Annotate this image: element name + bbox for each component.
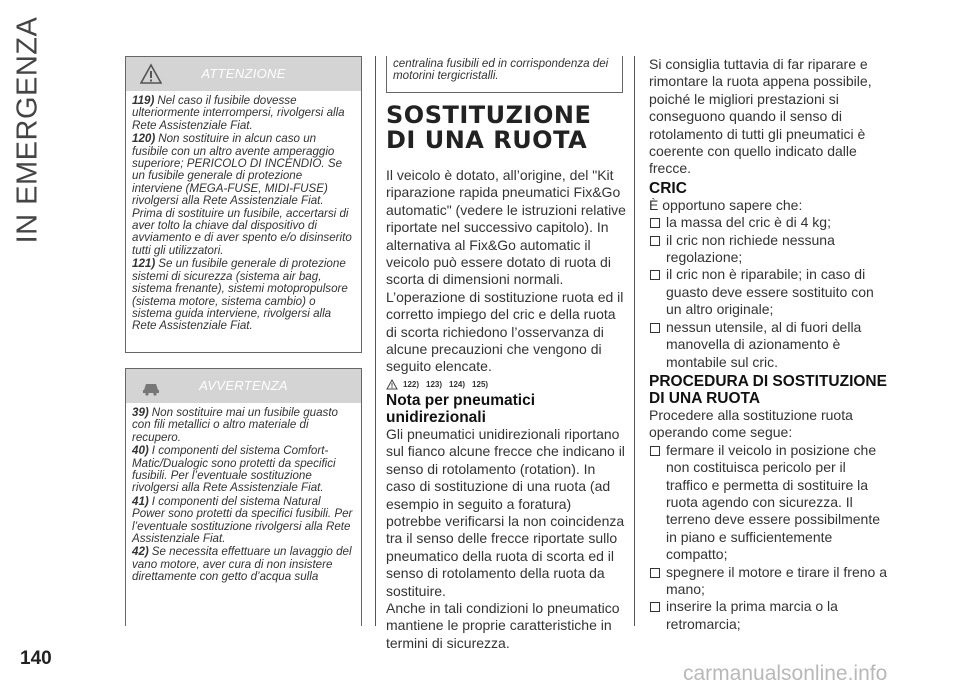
procedure-column bbox=[649, 56, 889, 633]
bullet-item: il cric non è riparabile; in caso di guasto deve essere sostituito con un altro originale; bbox=[649, 266, 889, 318]
paragraph: L’operazione di sostituzione ruota ed il corretto impiego del cric e della ruota di scorta richiedono l’osservanza di alcune precauzioni che vengono di seguito elencate. bbox=[386, 288, 624, 375]
chapter-title: IN EMERGENZA bbox=[11, 16, 44, 244]
paragraph: È opportuno sapere che: bbox=[649, 196, 803, 213]
checkbox-bullet-icon bbox=[650, 270, 660, 280]
watermark: carmanualsonline.info bbox=[683, 662, 888, 685]
warning-header bbox=[126, 369, 361, 403]
warning-box bbox=[125, 368, 362, 626]
paragraph: Procedere alla sostituzione ruota operando come segue: bbox=[649, 406, 853, 441]
attention-title: ATTENZIONE bbox=[201, 66, 286, 81]
reference-list bbox=[386, 378, 626, 392]
warning-title: AVVERTENZA bbox=[199, 378, 288, 393]
warning-item: 41) I componenti del sistema Natural Power sono protetti da specifici fusibili. Per l’eventuale sostituzione rivolgersi alla Rete Assistenziale Fiat. bbox=[132, 494, 353, 546]
warning-item: 39) Non sostituire mai un fusibile guasto con fili metallici o altro materiale di recupero. bbox=[132, 406, 339, 444]
column-divider bbox=[375, 56, 376, 626]
wheel-change-column bbox=[386, 103, 626, 652]
attention-item: 119) Nel caso il fusibile dovesse ulteriormente interrompersi, rivolgersi alla Rete Assistenziale Fiat. bbox=[132, 94, 345, 132]
attention-item: 120) Non sostituire in alcun caso un fusibile con un altro avente amperaggio superiore; PERICOLO DI INCENDIO. Se un fusibile generale di protezione interviene (MEGA-FUSE, MIDI-FUSE) rivolgersi alla Rete Assistenziale Fiat. Prima di sostituire un fusibile, accertarsi di aver tolto la chiave dal dispositivo di avviamento e di aver spento e/o disinserito tutti gli utilizzatori. bbox=[132, 132, 352, 257]
paragraph: Si consiglia tuttavia di far riparare e rimontare la ruota appena possibile, poiché le migliori prestazioni si conseguono quando il senso di rotolamento di tutti gli pneumatici è coerente con quello indicato dalle frecce. bbox=[649, 56, 872, 177]
checkbox-bullet-icon bbox=[650, 218, 660, 228]
reference-number: 122) bbox=[403, 380, 420, 390]
paragraph: Anche in tali condizioni lo pneumatico mantiene le proprie caratteristiche in termini di sicurezza. bbox=[386, 599, 620, 651]
attention-item: 121) Se un fusibile generale di protezione sistemi di sicurezza (sistema air bag, sistema frenante), sistemi motopropulsore (sistema motore, sistema cambio) o sistema guida interviene, rivolgersi alla Rete Assistenziale Fiat. bbox=[132, 257, 348, 333]
cric-heading: CRIC bbox=[649, 179, 687, 197]
reference-number: 124) bbox=[449, 380, 466, 390]
checkbox-bullet-icon bbox=[650, 602, 660, 612]
procedure-heading: PROCEDURA DI SOSTITUZIONE DI UNA RUOTA bbox=[649, 372, 887, 407]
section-title: SOSTITUZIONE DI UNA RUOTA bbox=[386, 101, 592, 154]
checkbox-bullet-icon bbox=[650, 568, 660, 578]
attention-box bbox=[125, 56, 362, 353]
checkbox-bullet-icon bbox=[650, 236, 660, 246]
reference-number: 125) bbox=[472, 380, 489, 390]
warning-box-continuation bbox=[386, 56, 623, 93]
warning-item: 40) I componenti del sistema Comfort-Matic/Dualogic sono protetti da specifici fusibili. Per l’eventuale sostituzione rivolgersi alla Rete Assistenziale Fiat. bbox=[132, 444, 336, 495]
bullet-item: nessun utensile, al di fuori della manovella di azionamento è montabile sul cric. bbox=[649, 319, 889, 371]
bullet-item: la massa del cric è di 4 kg; bbox=[649, 214, 889, 231]
warning-item: 42) Se necessita effettuare un lavaggio del vano motore, aver cura di non insistere direttamente con getto d’acqua sulla bbox=[132, 545, 352, 584]
page-number: 140 bbox=[20, 648, 52, 669]
bullet-item: fermare il veicolo in posizione che non costituisca pericolo per il traffico e permetta di sostituire la ruota agendo con sicurezza. Il terreno deve essere possibilmente in piano e sufficientemente compatto; bbox=[649, 442, 889, 564]
checkbox-bullet-icon bbox=[650, 323, 660, 333]
bullet-item: il cric non richiede nessuna regolazione; bbox=[649, 232, 889, 267]
reference-number: 123) bbox=[426, 380, 443, 390]
attention-header bbox=[126, 57, 361, 91]
subsection-heading: Nota per pneumatici unidirezionali bbox=[386, 391, 535, 426]
bullet-item: inserire la prima marcia o la retromarcia; bbox=[649, 598, 889, 633]
paragraph: Gli pneumatici unidirezionali riportano sul fianco alcune frecce che indicano il senso di rotolamento (rotation). In caso di sostituzione di una ruota (ad esempio in seguito a foratura) potrebbe verificarsi la non coincidenza tra il senso delle frecce riportate sullo pneumatico della ruota di scorta ed il senso di rotolamento della ruota da sostituire. bbox=[386, 425, 625, 599]
warning-continuation-text: centralina fusibili ed in corrispondenza dei motorini tergicristalli. bbox=[393, 57, 609, 83]
bullet-item: spegnere il motore e tirare il freno a mano; bbox=[649, 564, 889, 599]
warning-triangle-icon bbox=[386, 379, 398, 390]
paragraph: Il veicolo è dotato, all’origine, del "Kit riparazione rapida pneumatici Fix&Go automatic" (vedere le istruzioni relative riportate nel successivo capitolo). In alternativa al Fix&Go automatic il veicolo può essere dotato di ruota di scorta di dimensioni normali. bbox=[386, 167, 626, 288]
checkbox-bullet-icon bbox=[650, 446, 660, 456]
column-divider bbox=[634, 56, 635, 626]
